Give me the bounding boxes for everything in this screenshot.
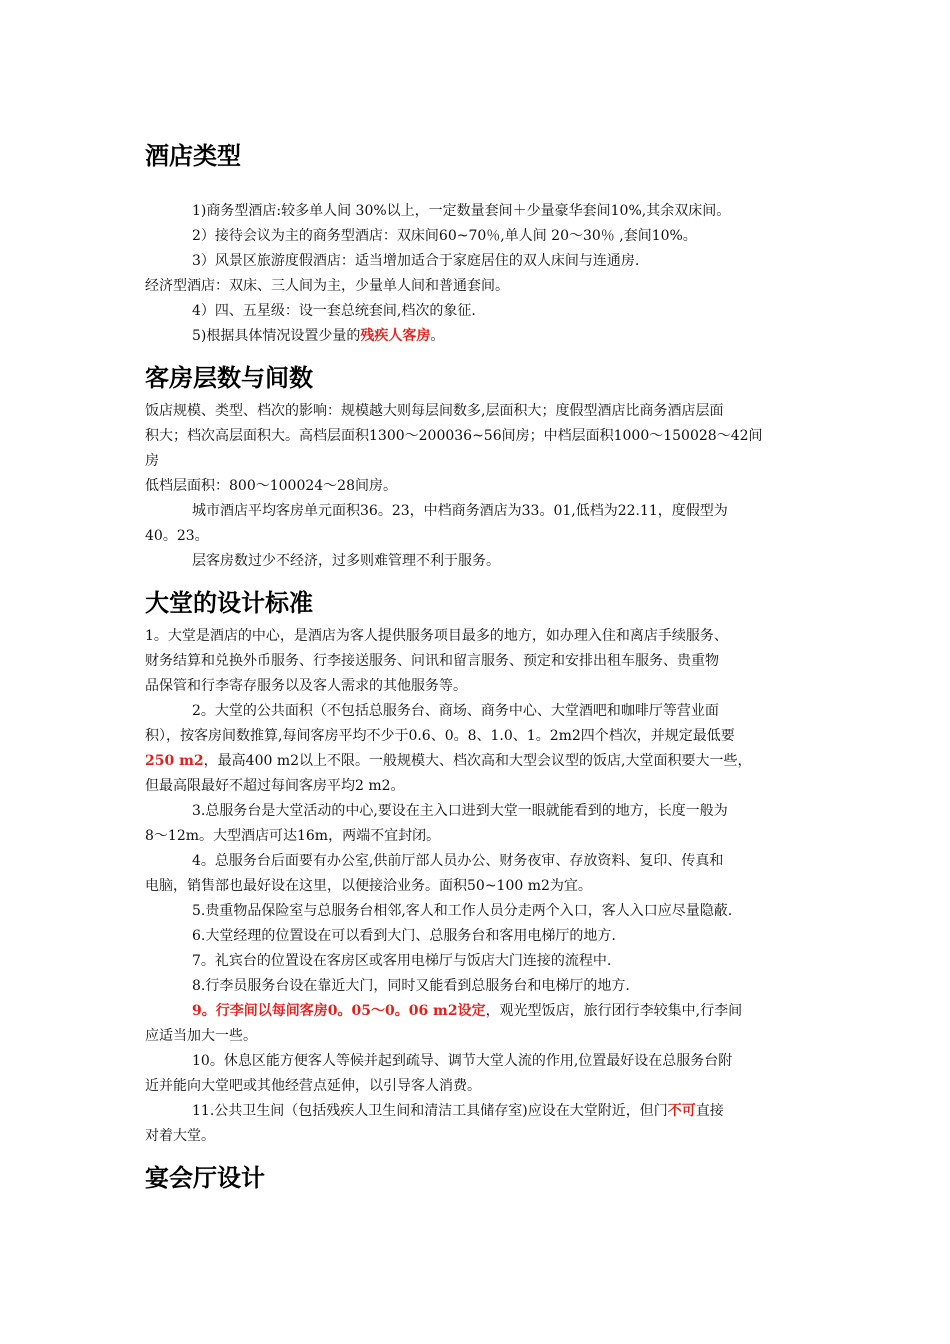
paragraph-line: 3.总服务台是大堂活动的中心,要设在主入口进到大堂一眼就能看到的地方，长度一般为 (192, 803, 728, 819)
heading-banquet-hall: 宴会厅设计 (145, 1164, 265, 1192)
paragraph-line (145, 752, 751, 770)
paragraph-line: 1。大堂是酒店的中心，是酒店为客人提供服务项目最多的地方，如办理入住和离店手续服务、 (145, 628, 728, 644)
heading-hotel-types: 酒店类型 (145, 142, 241, 170)
text-run: 直接 (695, 1103, 724, 1119)
paragraph-line: 经济型酒店：双床、三人间为主，少量单人间和普通套间。 (145, 278, 509, 294)
paragraph-line: 房 (145, 453, 159, 469)
paragraph-line: 1)商务型酒店:较多单人间 30%以上，一定数量套间＋少量豪华套间10%,其余双床间。 (192, 203, 731, 219)
text-run: ，观光型饭店，旅行团行李较集中,行李间 (485, 1003, 743, 1019)
paragraph-line: 10。休息区能方便客人等候并起到疏导、调节大堂人流的作用,位置最好设在总服务台附 (192, 1053, 733, 1069)
heading-room-floors: 客房层数与间数 (145, 364, 313, 392)
paragraph-line: 品保管和行李寄存服务以及客人需求的其他服务等。 (145, 678, 467, 694)
paragraph-line: 近并能向大堂吧或其他经营点延伸，以引导客人消费。 (145, 1078, 481, 1094)
paragraph-line: 城市酒店平均客房单元面积36。23，中档商务酒店为33。01,低档为22.11，度假型为 (192, 503, 728, 519)
highlight-text: 9。行李间以每间客房0。05～0。06 m2设定 (192, 1003, 486, 1019)
text-run: 。 (430, 328, 445, 344)
text-run: 5)根据具体情况设置少量的 (192, 328, 361, 344)
text-run: ，最高400 m2以上不限。一般规模大、档次高和大型会议型的饭店,大堂面积要大一些， (203, 753, 752, 769)
paragraph-line: 3）风景区旅游度假酒店：适当增加适合于家庭居住的双人床间与连通房. (192, 253, 640, 269)
paragraph-line: 低档层面积：800～100024～28间房。 (145, 478, 397, 494)
paragraph-line: 2。大堂的公共面积（不包括总服务台、商场、商务中心、大堂酒吧和咖啡厅等营业面 (192, 703, 719, 719)
paragraph-line: 4）四、五星级：设一套总统套间,档次的象征. (192, 303, 476, 319)
text-run: 11.公共卫生间（包括残疾人卫生间和清洁工具储存室)应设在大堂附近，但门 (192, 1103, 668, 1119)
paragraph-line: 7。礼宾台的位置设在客房区或客用电梯厅与饭店大门连接的流程中. (192, 953, 612, 969)
paragraph-line (192, 1002, 742, 1020)
paragraph-line: 8～12m。大型酒店可达16m，两端不宜封闭。 (145, 828, 441, 844)
paragraph-line: 8.行李员服务台设在靠近大门，同时又能看到总服务台和电梯厅的地方. (192, 978, 630, 994)
paragraph-line (192, 327, 444, 345)
paragraph-line: 积大；档次高层面积大。高档层面积1300～200036~56间房；中档层面积1000～150028～42间 (145, 428, 763, 444)
paragraph-line: 财务结算和兑换外币服务、行李接送服务、问讯和留言服务、预定和安排出租车服务、贵重物 (145, 653, 719, 669)
paragraph-line: 饭店规模、类型、档次的影响：规模越大则每层间数多,层面积大；度假型酒店比商务酒店层面 (145, 403, 724, 419)
paragraph-line: 应适当加大一些。 (145, 1028, 257, 1044)
paragraph-line: 电脑，销售部也最好设在这里，以便接洽业务。面积50~100 m2为宜。 (145, 878, 592, 894)
paragraph-line: 4。总服务台后面要有办公室,供前厅部人员办公、财务夜审、存放资料、复印、传真和 (192, 853, 724, 869)
paragraph-line: 6.大堂经理的位置设在可以看到大门、总服务台和客用电梯厅的地方. (192, 928, 616, 944)
paragraph-line: 积），按客房间数推算,每间客房平均不少于0.6、0。8、1.0、1。2m2四个档次，并规定最低要 (145, 728, 735, 744)
paragraph-line: 5.贵重物品保险室与总服务台相邻,客人和工作人员分走两个入口，客人入口应尽量隐蔽. (192, 903, 733, 919)
paragraph-line (192, 1102, 724, 1120)
paragraph-line: 层客房数过少不经济，过多则难管理不利于服务。 (192, 553, 500, 569)
highlight-text: 残疾人客房 (360, 328, 431, 344)
highlight-text: 不可 (667, 1103, 696, 1119)
heading-lobby-standards: 大堂的设计标准 (145, 589, 313, 617)
highlight-text: 250 m2 (145, 753, 204, 769)
paragraph-line: 但最高限最好不超过每间客房平均2 m2。 (145, 778, 405, 794)
paragraph-line: 对着大堂。 (145, 1128, 215, 1144)
paragraph-line: 2）接待会议为主的商务型酒店：双床间60~70％,单人间 20～30％ ,套间10%。 (192, 228, 697, 244)
paragraph-line: 40。23。 (145, 528, 209, 544)
